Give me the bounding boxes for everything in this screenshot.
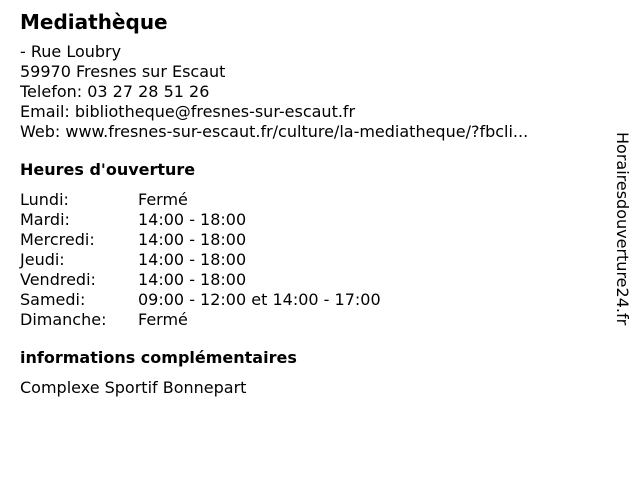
hours-day: Jeudi: (20, 250, 65, 269)
hours-row-tuesday (20, 210, 605, 230)
hours-time: 14:00 - 18:00 (138, 270, 247, 289)
address-email: Email: bibliotheque@fresnes-sur-escaut.fr (20, 102, 356, 121)
hours-time: 09:00 - 12:00 et 14:00 - 17:00 (138, 290, 381, 309)
hours-time: Fermé (138, 190, 188, 209)
hours-day: Samedi: (20, 290, 86, 309)
hours-day: Lundi: (20, 190, 69, 209)
address-block (20, 42, 605, 142)
hours-time: 14:00 - 18:00 (138, 210, 247, 229)
address-city: 59970 Fresnes sur Escaut (20, 62, 226, 81)
hours-row-saturday (20, 290, 605, 310)
hours-row-wednesday (20, 230, 605, 250)
info-heading: informations complémentaires (20, 348, 297, 367)
page-title: Mediathèque (20, 10, 168, 34)
address-web: Web: www.fresnes-sur-escaut.fr/culture/la-mediatheque/?fbcli... (20, 122, 529, 141)
hours-heading: Heures d'ouverture (20, 160, 196, 179)
brand-watermark: Horairesdouverture24.fr (613, 132, 632, 326)
hours-row-thursday (20, 250, 605, 270)
address-street: - Rue Loubry (20, 42, 122, 61)
hours-day: Mercredi: (20, 230, 95, 249)
info-text: Complexe Sportif Bonnepart (20, 378, 247, 397)
hours-row-monday (20, 190, 605, 210)
page-content (20, 10, 605, 398)
hours-time: 14:00 - 18:00 (138, 230, 247, 249)
hours-day: Vendredi: (20, 270, 96, 289)
hours-day: Dimanche: (20, 310, 107, 329)
hours-row-friday (20, 270, 605, 290)
hours-table (20, 190, 605, 330)
hours-time: Fermé (138, 310, 188, 329)
hours-day: Mardi: (20, 210, 70, 229)
hours-time: 14:00 - 18:00 (138, 250, 247, 269)
address-phone: Telefon: 03 27 28 51 26 (20, 82, 210, 101)
hours-row-sunday (20, 310, 605, 330)
